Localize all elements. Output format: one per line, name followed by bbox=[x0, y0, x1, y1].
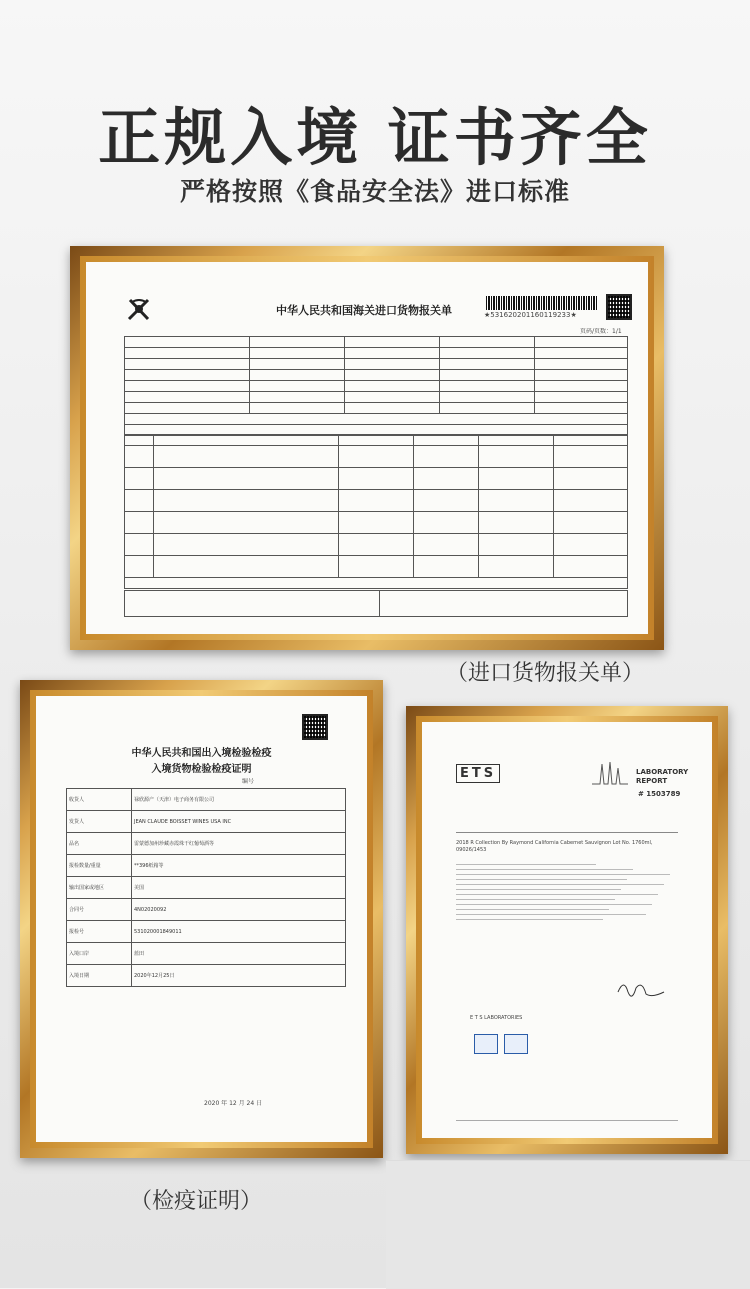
quarantine-row-value: JEAN CLAUDE BOISSET WINES USA INC bbox=[132, 811, 346, 833]
quarantine-row-label: 入境日期 bbox=[67, 965, 132, 987]
customs-declaration-frame bbox=[70, 246, 664, 650]
quarantine-row-label: 合同号 bbox=[67, 899, 132, 921]
quarantine-title-line2: 入境货物检验检疫证明 bbox=[151, 764, 252, 775]
lab-report-label: LABORATORY REPORT bbox=[636, 768, 689, 785]
customs-caption: （进口货物报关单） bbox=[446, 661, 645, 686]
lab-accreditation-seal-2-icon bbox=[504, 1034, 528, 1054]
quarantine-row-value: 4N02020092 bbox=[132, 899, 346, 921]
quarantine-certificate-frame bbox=[20, 680, 383, 1158]
lab-signature-icon bbox=[616, 978, 666, 998]
customs-main-table bbox=[124, 336, 628, 436]
quarantine-info-table bbox=[66, 788, 346, 987]
lab-spectrum-icon bbox=[592, 760, 628, 786]
quarantine-date-line: 2020 年 12 月 24 日 bbox=[204, 1100, 263, 1107]
lab-result-line bbox=[456, 889, 621, 890]
quarantine-row-label: 发货人 bbox=[67, 811, 132, 833]
quarantine-row-value: **396纸箱等 bbox=[132, 855, 346, 877]
lab-logo: ETS bbox=[456, 764, 500, 783]
quarantine-row-label: 输出国家或地区 bbox=[67, 877, 132, 899]
lab-accreditation-seal-icon bbox=[474, 1034, 498, 1054]
customs-footer-table bbox=[124, 590, 628, 617]
customs-page-label: 页码/页数：1/1 bbox=[580, 328, 622, 335]
lab-report-frame bbox=[406, 706, 728, 1154]
quarantine-row-value: 蓝田 bbox=[132, 943, 346, 965]
quarantine-number-label: 编号 bbox=[242, 778, 255, 785]
customs-title: 中华人民共和国海关进口货物报关单 bbox=[276, 304, 452, 317]
quarantine-row-label: 入境口岸 bbox=[67, 943, 132, 965]
lab-result-line bbox=[456, 894, 658, 895]
display-base bbox=[386, 1160, 750, 1289]
customs-goods-table bbox=[124, 434, 628, 589]
lab-result-line bbox=[456, 914, 646, 915]
quarantine-row-value: 雷蒙德加州珍藏赤霞珠干红葡萄酒等 bbox=[132, 833, 346, 855]
customs-qr-code bbox=[606, 294, 632, 320]
lab-result-line bbox=[456, 919, 603, 920]
lab-result-line bbox=[456, 874, 670, 875]
quarantine-row-label: 报检数量/重量 bbox=[67, 855, 132, 877]
lab-result-line bbox=[456, 884, 664, 885]
quarantine-row-label: 报检号 bbox=[67, 921, 132, 943]
customs-barcode bbox=[486, 296, 598, 310]
quarantine-row-label: 品名 bbox=[67, 833, 132, 855]
quarantine-certificate-document bbox=[36, 696, 367, 1142]
quarantine-title-line1: 中华人民共和国出入境检验检疫 bbox=[131, 748, 272, 759]
customs-barcode-number: ★531620201160119233★ bbox=[484, 311, 577, 319]
lab-report-number: # 1503789 bbox=[638, 790, 681, 798]
lab-footer-org: E T S LABORATORIES bbox=[470, 1015, 523, 1021]
customs-emblem-icon bbox=[126, 297, 152, 323]
page-headline: 正规入境 证书齐全 bbox=[98, 101, 652, 174]
lab-result-line bbox=[456, 864, 596, 865]
quarantine-row-value: 美国 bbox=[132, 877, 346, 899]
lab-report-document bbox=[422, 722, 712, 1138]
quarantine-row-value: 531020001849011 bbox=[132, 921, 346, 943]
lab-result-line bbox=[456, 879, 627, 880]
lab-product-line: 2018 R Collection By Raymond California Cabernet Sauvignon Lot No. 1760ml, 09026/1453 bbox=[456, 840, 653, 853]
quarantine-row-value: 禄欣源产（天津）电子商务有限公司 bbox=[132, 789, 346, 811]
lab-result-line bbox=[456, 869, 633, 870]
page-subline: 严格按照《食品安全法》进口标准 bbox=[179, 177, 570, 206]
customs-declaration-document bbox=[86, 262, 648, 634]
quarantine-row-label: 收货人 bbox=[67, 789, 132, 811]
lab-result-line bbox=[456, 904, 652, 905]
lab-results-list bbox=[456, 860, 678, 924]
quarantine-row-value: 2020年12月25日 bbox=[132, 965, 346, 987]
lab-result-line bbox=[456, 899, 615, 900]
lab-result-line bbox=[456, 909, 609, 910]
quarantine-qr-code bbox=[302, 714, 328, 740]
quarantine-caption: （检疫证明） bbox=[130, 1189, 263, 1214]
